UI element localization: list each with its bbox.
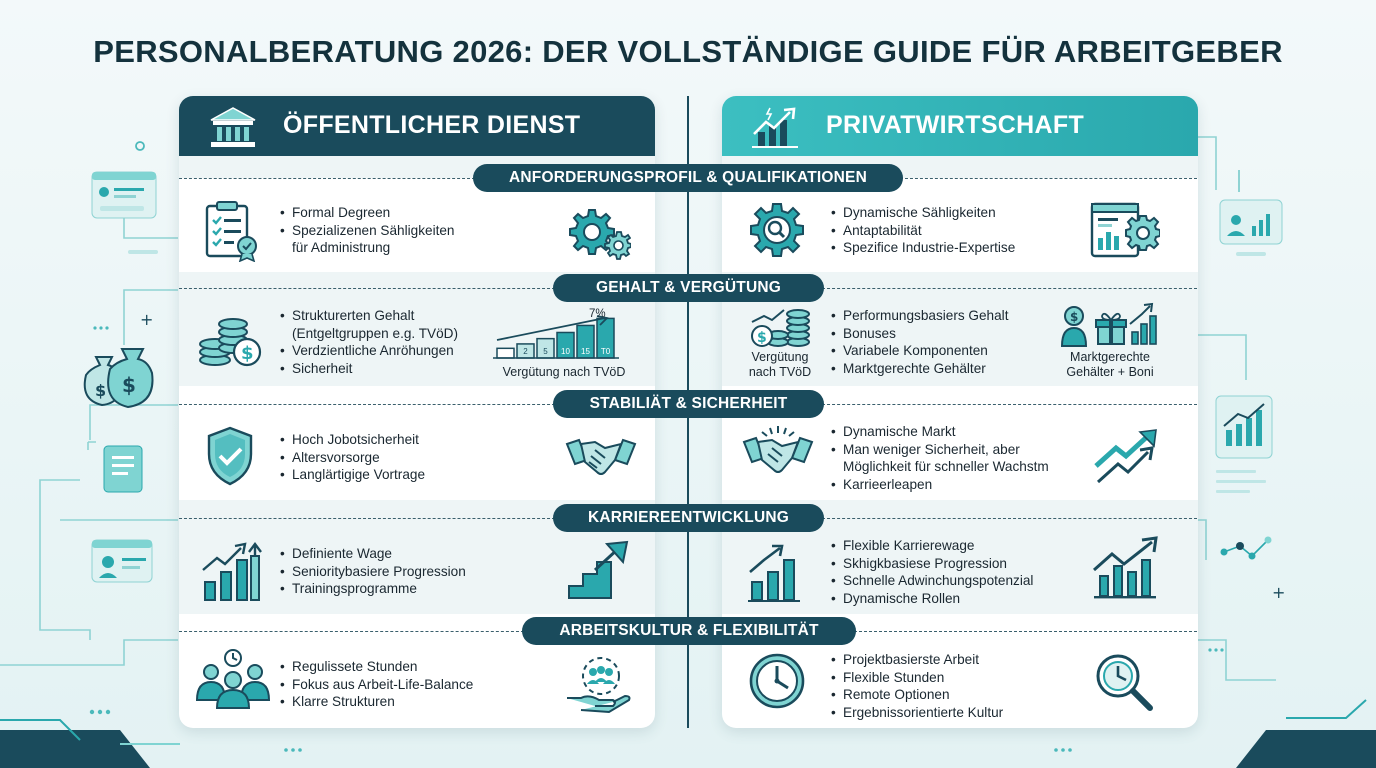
chart-bar-label: 2 [523, 347, 528, 356]
bullet-item: • Projektbasierste Arbeit [831, 651, 1003, 669]
bullet-list [280, 545, 466, 598]
salary-progression-chart [493, 306, 637, 366]
page-title: PERSONALBERATUNG 2026: DER VOLLSTÄNDIGE GUIDE FÜR ARBEITGEBER [93, 34, 1283, 69]
bullet-item: • Skhigkbasiese Progression [831, 555, 1033, 573]
bullet-item: • Dynamische Sähligkeiten [831, 204, 1015, 222]
bullet-item: • Flexible Karrierewage [831, 537, 1033, 555]
bullet-item: • Sicherheit [280, 360, 458, 378]
bullet-item: Möglichkeit für schneller Wachstm [843, 459, 1049, 474]
section-divider [179, 631, 524, 632]
magnifier-clock-icon [1094, 652, 1156, 714]
clock-icon [748, 652, 806, 710]
chart-caption: Vergütung nach TVöD [502, 365, 626, 379]
svg-text:+: + [1272, 583, 1286, 602]
coins-growth-icon [748, 304, 812, 348]
section-divider [822, 288, 1197, 289]
chart-bar-label: 10 [561, 347, 570, 356]
bullet-item: • Spezializenen Sähligkeiten [280, 222, 454, 240]
bullet-item: • Performungsbasiers Gehalt [831, 307, 1008, 325]
bullet-item: für Administrung [292, 240, 391, 255]
bar-growth-icon [746, 542, 812, 604]
bullet-item: • Flexible Stunden [831, 669, 1003, 687]
svg-text:+: + [140, 310, 154, 329]
bullet-item: • Bonuses [831, 325, 1008, 343]
section-divider [179, 178, 475, 179]
section-divider [179, 404, 555, 405]
bullet-item: • Dynamische Rollen [831, 590, 1033, 608]
bullet-item: • Senioritybasiere Progression [280, 563, 466, 581]
bullet-list [280, 658, 473, 711]
svg-text:$: $ [1070, 310, 1079, 324]
bullet-item: • Definiente Wage [280, 545, 466, 563]
bullet-item: • Langlärtigige Vortrage [280, 466, 425, 484]
bullet-list [280, 204, 454, 257]
bullet-item: • Spezifice Industrie-Expertise [831, 239, 1015, 257]
shield-check-icon [205, 426, 255, 486]
section-divider [822, 404, 1197, 405]
hand-team-icon [565, 654, 633, 716]
bar-growth-icon [199, 538, 265, 604]
bullet-item: • Trainingsprogramme [280, 580, 466, 598]
section-divider [854, 631, 1197, 632]
section-label: STABILIÄT & SICHERHEIT [553, 390, 824, 418]
chart-caption [1054, 350, 1166, 380]
panel-header-private-sector [722, 96, 1198, 156]
dashboard-gear-icon [1088, 200, 1160, 260]
bullet-list [280, 307, 458, 377]
caption-line: nach TVöD [748, 365, 812, 379]
section-divider [822, 518, 1197, 519]
bullet-item: • Remote Optionen [831, 686, 1003, 704]
chart-bar [497, 348, 514, 358]
bullet-item: • Formal Degreen [280, 204, 454, 222]
caption-line: Marktgerechte [1070, 350, 1150, 364]
svg-text:$: $ [122, 373, 136, 397]
bullet-list [831, 537, 1033, 607]
bullet-item: (Entgeltgruppen e.g. TVöD) [292, 325, 458, 341]
bullet-item: • Karrieerleapen [831, 476, 1049, 494]
team-clock-icon [195, 648, 271, 710]
line-growth-icon [1090, 536, 1162, 602]
section-label: KARRIEREENTWICKLUNG [553, 504, 824, 532]
bullet-item: • Man weniger Sicherheit, aber [831, 441, 1049, 459]
chart-caption [732, 350, 828, 380]
caption-line: Gehälter + Boni [1066, 365, 1154, 379]
bullet-item: • Variabele Komponenten [831, 342, 1008, 360]
bullet-item: • Verdzientliche Anröhungen [280, 342, 458, 360]
stairs-arrow-icon [565, 540, 633, 602]
handshake-icon [565, 434, 637, 480]
bullet-item: • Ergebnissorientierte Kultur [831, 704, 1003, 722]
chart-percent-label: 7% [589, 308, 606, 320]
growth-chart-icon [748, 104, 804, 150]
bullet-item: • Schnelle Adwinchungspotenzial [831, 572, 1033, 590]
panel-title-public-sector: ÖFFENTLICHER DIENST [283, 111, 581, 139]
chart-bar-label: T0 [600, 347, 611, 356]
circuit-decoration-left [0, 0, 180, 768]
bullet-item: • Hoch Jobotsicherheit [280, 431, 425, 449]
coins-icon [197, 314, 267, 370]
section-label: ARBEITSKULTUR & FLEXIBILITÄT [522, 617, 856, 645]
panel-title-private-sector: PRIVATWIRTSCHAFT [826, 111, 1085, 139]
bonus-chart-icon [1060, 302, 1162, 348]
section-divider [179, 518, 555, 519]
bullet-list [831, 307, 1008, 377]
bullet-item: • Altersvorsorge [280, 449, 425, 467]
checklist-clipboard-icon [203, 200, 261, 262]
bullet-list [831, 423, 1049, 493]
bullet-item: • Fokus aus Arbeit-Life-Balance [280, 676, 473, 694]
bullet-item: • Marktgerechte Gehälter [831, 360, 1008, 378]
circuit-decoration-right [1196, 0, 1376, 768]
bullet-list [831, 651, 1003, 721]
bullet-item: • Klarre Strukturen [280, 693, 473, 711]
gear-search-icon [746, 200, 808, 262]
svg-text:$: $ [241, 343, 254, 364]
chart-bar-label: 5 [543, 347, 548, 356]
bullet-list [280, 431, 425, 484]
svg-text:$: $ [95, 381, 107, 400]
bullet-item: • Regulissete Stunden [280, 658, 473, 676]
gears-icon [565, 204, 631, 260]
section-label: ANFORDERUNGSPROFIL & QUALIFIKATIONEN [473, 164, 903, 192]
section-label: GEHALT & VERGÜTUNG [553, 274, 824, 302]
svg-text:$: $ [757, 330, 767, 346]
caption-line: Vergütung [751, 350, 809, 364]
panel-header-public-sector [179, 96, 655, 156]
chart-bar-label: 15 [581, 347, 590, 356]
handshake-spark-icon [742, 426, 814, 474]
trend-arrows-icon [1092, 426, 1162, 484]
section-divider [900, 178, 1197, 179]
section-divider [179, 288, 555, 289]
bullet-item: • Strukturerten Gehalt [280, 307, 458, 325]
bullet-item: • Dynamische Markt [831, 423, 1049, 441]
bottom-dots [280, 744, 1100, 756]
bullet-item: • Antaptabilität [831, 222, 1015, 240]
government-building-icon [205, 104, 261, 150]
bullet-list [831, 204, 1015, 257]
